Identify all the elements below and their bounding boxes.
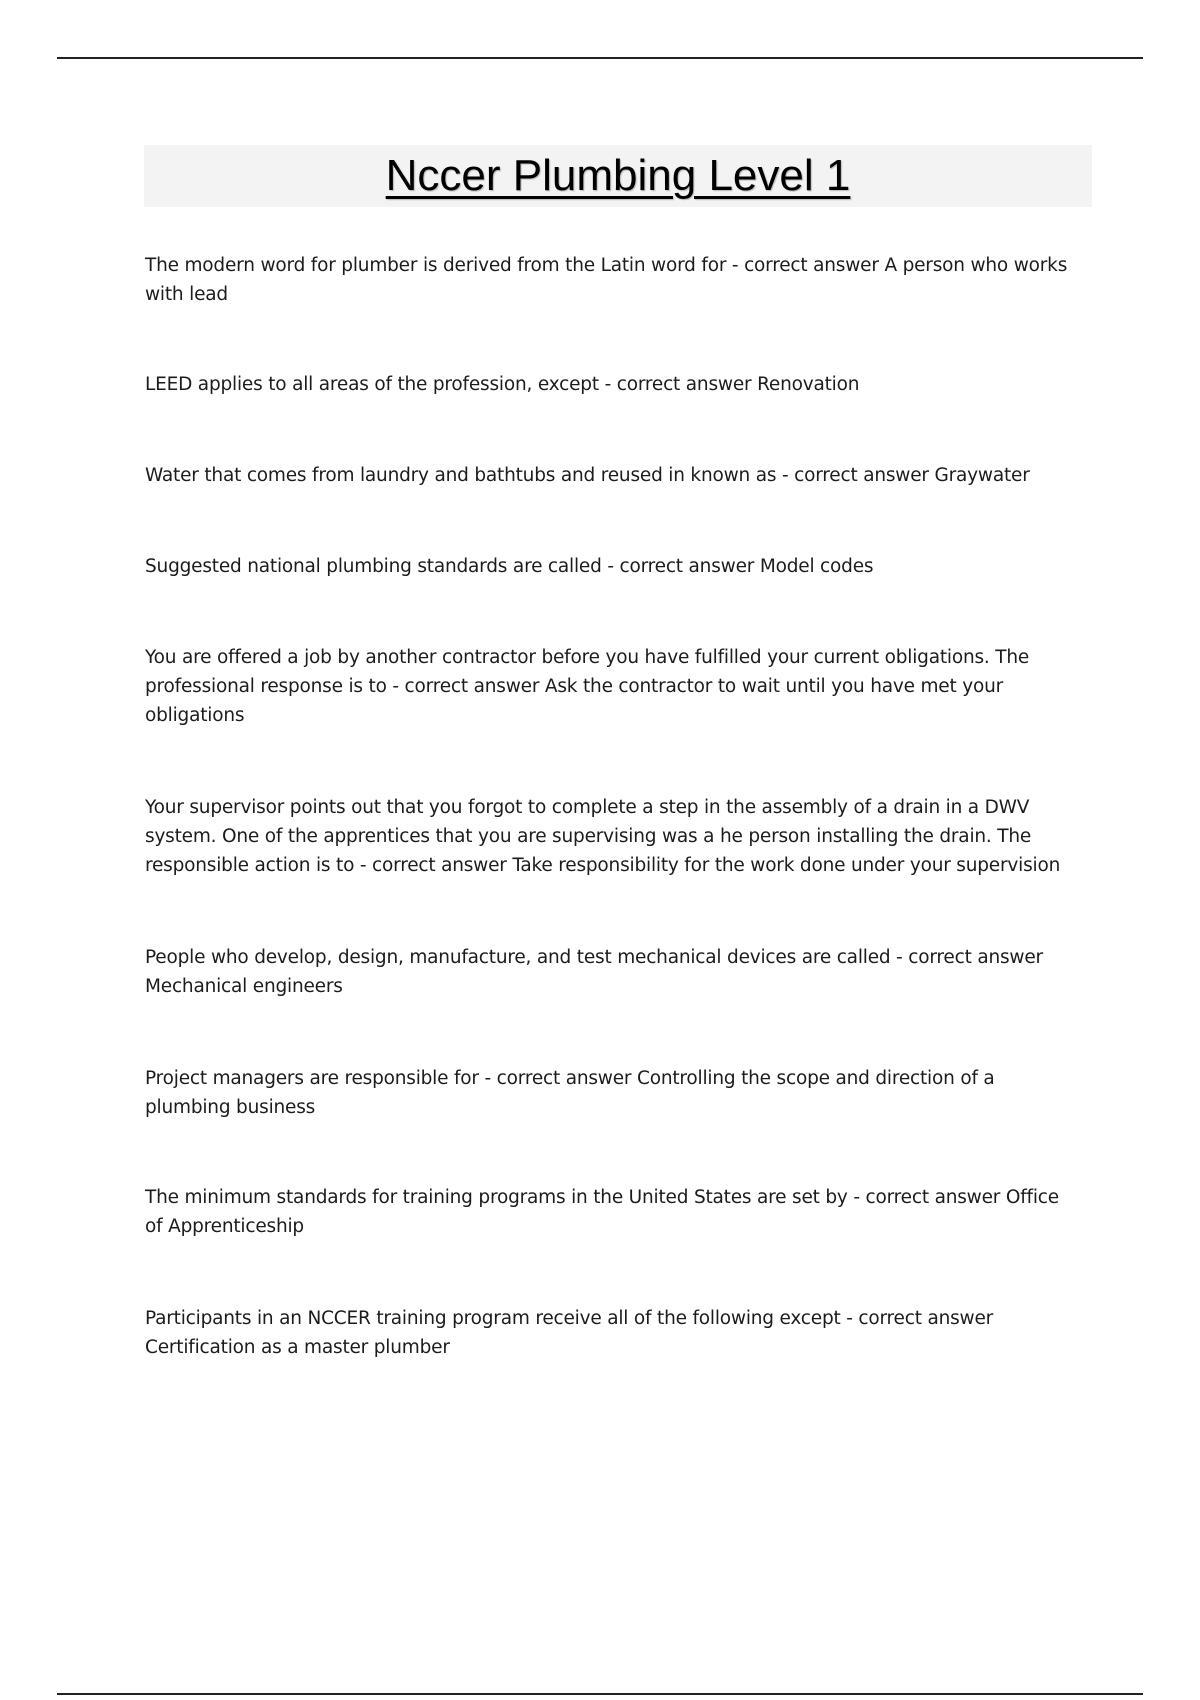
qa-item-1: The modern word for plumber is derived from the Latin word for - correct answer A person who works with lead [145,255,1068,305]
bottom-rule [57,1693,1143,1695]
qa-item-6: Your supervisor points out that you forgot to complete a step in the assembly of a drain in a DWV system. One of the apprentices that you are supervising was a he person installing the drain. The responsible action is to - correct answer Take responsibility for the work done under your supervision [145,797,1061,876]
page-title: Nccer Plumbing Level 1 [385,151,851,200]
qa-item-2: LEED applies to all areas of the profession, except - correct answer Renovation [145,374,860,395]
top-rule [57,57,1143,59]
qa-item-5: You are offered a job by another contractor before you have fulfilled your current obligations. The professional response is to - correct answer Ask the contractor to wait until you have met your obligations [145,647,1030,726]
title-band [144,145,1092,207]
qa-item-4: Suggested national plumbing standards are called - correct answer Model codes [145,556,874,577]
qa-item-3: Water that comes from laundry and bathtubs and reused in known as - correct answer Graywater [145,465,1030,486]
qa-item-9: The minimum standards for training programs in the United States are set by - correct answer Office of Apprenticeship [145,1187,1059,1237]
qa-item-7: People who develop, design, manufacture, and test mechanical devices are called - correct answer Mechanical engineers [145,947,1043,997]
qa-item-8: Project managers are responsible for - correct answer Controlling the scope and direction of a plumbing business [145,1068,995,1118]
qa-item-10: Participants in an NCCER training program receive all of the following except - correct answer Certification as a master plumber [145,1308,994,1358]
